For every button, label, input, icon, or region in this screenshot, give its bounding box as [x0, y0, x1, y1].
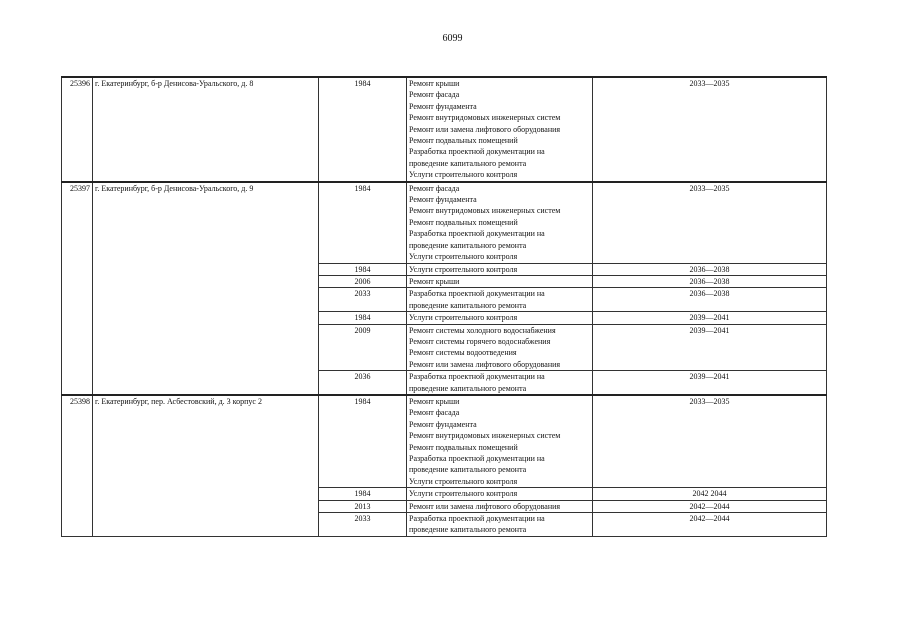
work-item: Услуги строительного контроля	[409, 313, 518, 323]
year-cell: 2036	[319, 371, 407, 395]
work-item: Ремонт или замена лифтового оборудования	[409, 359, 561, 369]
table-row	[62, 395, 827, 488]
work-item: проведение капитального ремонта	[409, 300, 527, 310]
work-item: Ремонт крыши	[409, 79, 460, 88]
period-cell: 2042—2044	[593, 500, 827, 512]
year-cell: 2033	[319, 288, 407, 312]
year-cell: 1984	[319, 395, 407, 488]
works-cell	[407, 395, 593, 488]
address-cell: г. Екатеринбург, б-р Денисова-Уральского, д. 9	[93, 182, 319, 395]
period-cell: 2033—2035	[593, 77, 827, 182]
house-id-cell: 25396	[62, 77, 93, 182]
year-cell: 2006	[319, 275, 407, 287]
work-item: Разработка проектной документации на	[409, 289, 545, 299]
table-row	[62, 182, 827, 263]
work-item: проведение капитального ремонта	[409, 240, 527, 250]
year-cell: 1984	[319, 182, 407, 263]
capital-repair-table	[61, 76, 827, 537]
period-cell: 2039—2041	[593, 371, 827, 395]
work-item: Ремонт внутридомовых инженерных систем	[409, 113, 561, 123]
work-item: проведение капитального ремонта	[409, 525, 527, 535]
work-item: Ремонт фундамента	[409, 419, 477, 429]
work-item: Ремонт системы холодного водоснабжения	[409, 325, 556, 335]
works-cell	[407, 288, 593, 312]
work-item: Ремонт системы водоотведения	[409, 348, 517, 358]
house-id-cell: 25398	[62, 395, 93, 536]
page-number: 6099	[442, 33, 463, 44]
work-item: Разработка проектной документации на	[409, 454, 545, 463]
work-item: Ремонт подвальных помещений	[409, 442, 518, 452]
year-cell: 1984	[319, 488, 407, 500]
work-item: Ремонт или замена лифтового оборудования	[409, 501, 561, 511]
work-item: проведение капитального ремонта	[409, 383, 527, 393]
work-item: Ремонт фасада	[409, 90, 460, 100]
work-item: Ремонт фундамента	[409, 195, 477, 205]
works-cell	[407, 488, 593, 500]
period-cell: 2033—2035	[593, 182, 827, 263]
work-item: Разработка проектной документации на	[409, 372, 545, 382]
address-cell: г. Екатеринбург, б-р Денисова-Уральского, д. 8	[93, 77, 319, 182]
work-item: Ремонт крыши	[409, 276, 460, 286]
work-item: Услуги строительного контроля	[409, 489, 518, 499]
work-item: Разработка проектной документации на	[409, 147, 545, 157]
house-id-cell: 25397	[62, 182, 93, 395]
work-item: Разработка проектной документации на	[409, 514, 545, 524]
works-cell	[407, 263, 593, 275]
table-row	[62, 77, 827, 182]
works-cell	[407, 77, 593, 182]
work-item: Ремонт или замена лифтового оборудования	[409, 124, 561, 134]
work-item: Ремонт системы горячего водоснабжения	[409, 336, 551, 346]
work-item: Услуги строительного контроля	[409, 476, 518, 486]
work-item: Ремонт фасада	[409, 183, 460, 193]
period-cell: 2039—2041	[593, 312, 827, 324]
works-cell	[407, 500, 593, 512]
work-item: Ремонт внутридомовых инженерных систем	[409, 206, 561, 216]
work-item: Услуги строительного контроля	[409, 264, 518, 274]
works-cell	[407, 275, 593, 287]
year-cell: 1984	[319, 77, 407, 182]
period-cell: 2042 2044	[593, 488, 827, 500]
works-cell	[407, 371, 593, 395]
works-cell	[407, 513, 593, 537]
period-cell: 2033—2035	[593, 395, 827, 488]
work-item: Ремонт подвальных помещений	[409, 136, 518, 146]
year-cell: 1984	[319, 263, 407, 275]
work-item: Услуги строительного контроля	[409, 252, 518, 262]
work-item: проведение капитального ремонта	[409, 465, 527, 475]
work-item: проведение капитального ремонта	[409, 158, 527, 168]
table-body	[62, 77, 827, 536]
work-item: Ремонт фундамента	[409, 101, 477, 111]
work-item: Услуги строительного контроля	[409, 170, 518, 180]
period-cell: 2036—2038	[593, 288, 827, 312]
works-cell	[407, 182, 593, 263]
year-cell: 2013	[319, 500, 407, 512]
year-cell: 2033	[319, 513, 407, 537]
period-cell: 2036—2038	[593, 275, 827, 287]
year-cell: 1984	[319, 312, 407, 324]
work-item: Ремонт крыши	[409, 396, 460, 406]
period-cell: 2039—2041	[593, 324, 827, 371]
period-cell: 2042—2044	[593, 513, 827, 537]
work-item: Разработка проектной документации на	[409, 229, 545, 239]
work-item: Ремонт подвальных помещений	[409, 217, 518, 227]
work-item: Ремонт внутридомовых инженерных систем	[409, 431, 561, 441]
address-cell: г. Екатеринбург, пер. Асбестовский, д. 3 корпус 2	[93, 395, 319, 536]
work-item: Ремонт фасада	[409, 408, 460, 418]
works-cell	[407, 324, 593, 371]
period-cell: 2036—2038	[593, 263, 827, 275]
works-cell	[407, 312, 593, 324]
year-cell: 2009	[319, 324, 407, 371]
